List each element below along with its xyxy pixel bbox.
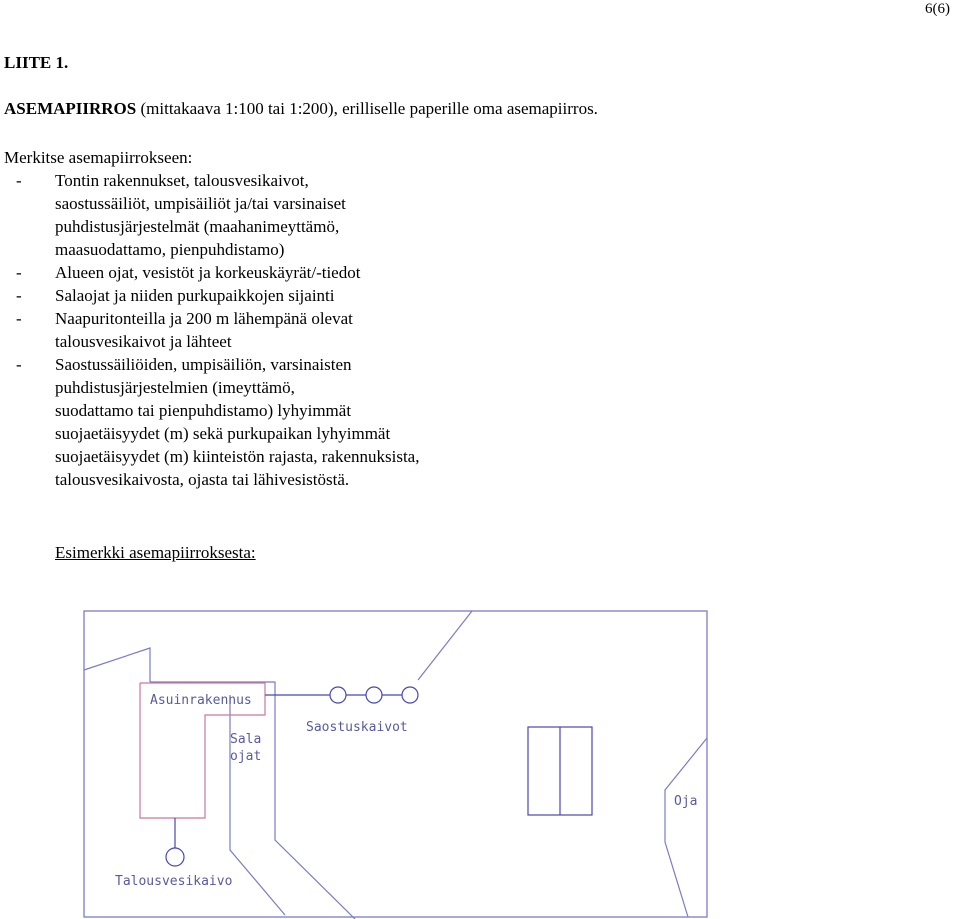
list-item-line: puhdistusjärjestelmät (maahanimeyttämö, bbox=[55, 217, 340, 236]
list-item-line: Saostussäiliöiden, umpisäiliön, varsinaisten bbox=[55, 355, 352, 374]
site-plan-drawing bbox=[0, 600, 960, 919]
list-item-line: suojaetäisyydet (m) kiinteistön rajasta, rakennuksista, bbox=[55, 447, 420, 466]
ditch-label: Oja bbox=[674, 794, 698, 809]
septic-tank-1 bbox=[330, 687, 346, 703]
well-circle bbox=[166, 848, 184, 866]
list-item-line: suojaetäisyydet (m) sekä purkupaikan lyhyimmät bbox=[55, 424, 391, 443]
list-item-line: saostussäiliöt, umpisäiliöt ja/tai varsinaiset bbox=[55, 194, 346, 213]
page-title: LIITE 1. bbox=[4, 53, 69, 72]
intro-bold: ASEMAPIIRROS bbox=[4, 99, 137, 118]
marks-list-item bbox=[0, 284, 620, 307]
list-item-line: puhdistusjärjestelmien (imeyttämö, bbox=[55, 378, 295, 397]
list-dash: - bbox=[16, 171, 22, 190]
list-item-line: Salaojat ja niiden purkupaikkojen sijainti bbox=[55, 286, 335, 305]
list-item-line: talousvesikaivot ja lähteet bbox=[55, 332, 232, 351]
list-item-line: Alueen ojat, vesistöt ja korkeuskäyrät/-tiedot bbox=[55, 263, 361, 282]
septic-tank-3 bbox=[402, 687, 418, 703]
marks-list bbox=[0, 169, 620, 491]
septic-label: Saostuskaivot bbox=[306, 720, 408, 735]
drains-label-1: Sala bbox=[230, 732, 262, 747]
house-label: Asuinrakennus bbox=[150, 693, 252, 708]
list-dash: - bbox=[16, 263, 22, 282]
intro-rest: (mittakaava 1:100 tai 1:200), erilliselle paperille oma asemapiirros. bbox=[136, 99, 598, 118]
marks-list-item bbox=[0, 261, 620, 284]
marks-list-item bbox=[0, 169, 620, 261]
ditch-line bbox=[665, 738, 707, 917]
marks-list-item bbox=[0, 307, 620, 353]
list-dash: - bbox=[16, 309, 22, 328]
list-item-line: Tontin rakennukset, talousvesikaivot, bbox=[55, 171, 309, 190]
list-dash: - bbox=[16, 286, 22, 305]
plot-border bbox=[84, 611, 707, 917]
list-item-line: maasuodattamo, pienpuhdistamo) bbox=[55, 240, 285, 259]
path-boundary-1 bbox=[84, 648, 150, 682]
list-dash: - bbox=[16, 355, 22, 374]
example-heading: Esimerkki asemapiirroksesta: bbox=[55, 543, 256, 562]
list-item-line: talousvesikaivosta, ojasta tai lähivesistöstä. bbox=[55, 470, 350, 489]
marks-list-item bbox=[0, 353, 620, 491]
marks-heading: Merkitse asemapiirrokseen: bbox=[4, 148, 193, 167]
page-number: 6(6) bbox=[925, 1, 950, 17]
path-boundary-4 bbox=[418, 611, 472, 680]
intro-paragraph bbox=[4, 99, 598, 119]
drains-label-2: ojat bbox=[230, 749, 262, 764]
septic-tank-2 bbox=[366, 687, 382, 703]
list-item-line: Naapuritonteilla ja 200 m lähempänä olevat bbox=[55, 309, 353, 328]
list-item-line: suodattamo tai pienpuhdistamo) lyhyimmät bbox=[55, 401, 352, 420]
well-label: Talousvesikaivo bbox=[115, 874, 233, 889]
path-boundary-3 bbox=[230, 695, 285, 915]
